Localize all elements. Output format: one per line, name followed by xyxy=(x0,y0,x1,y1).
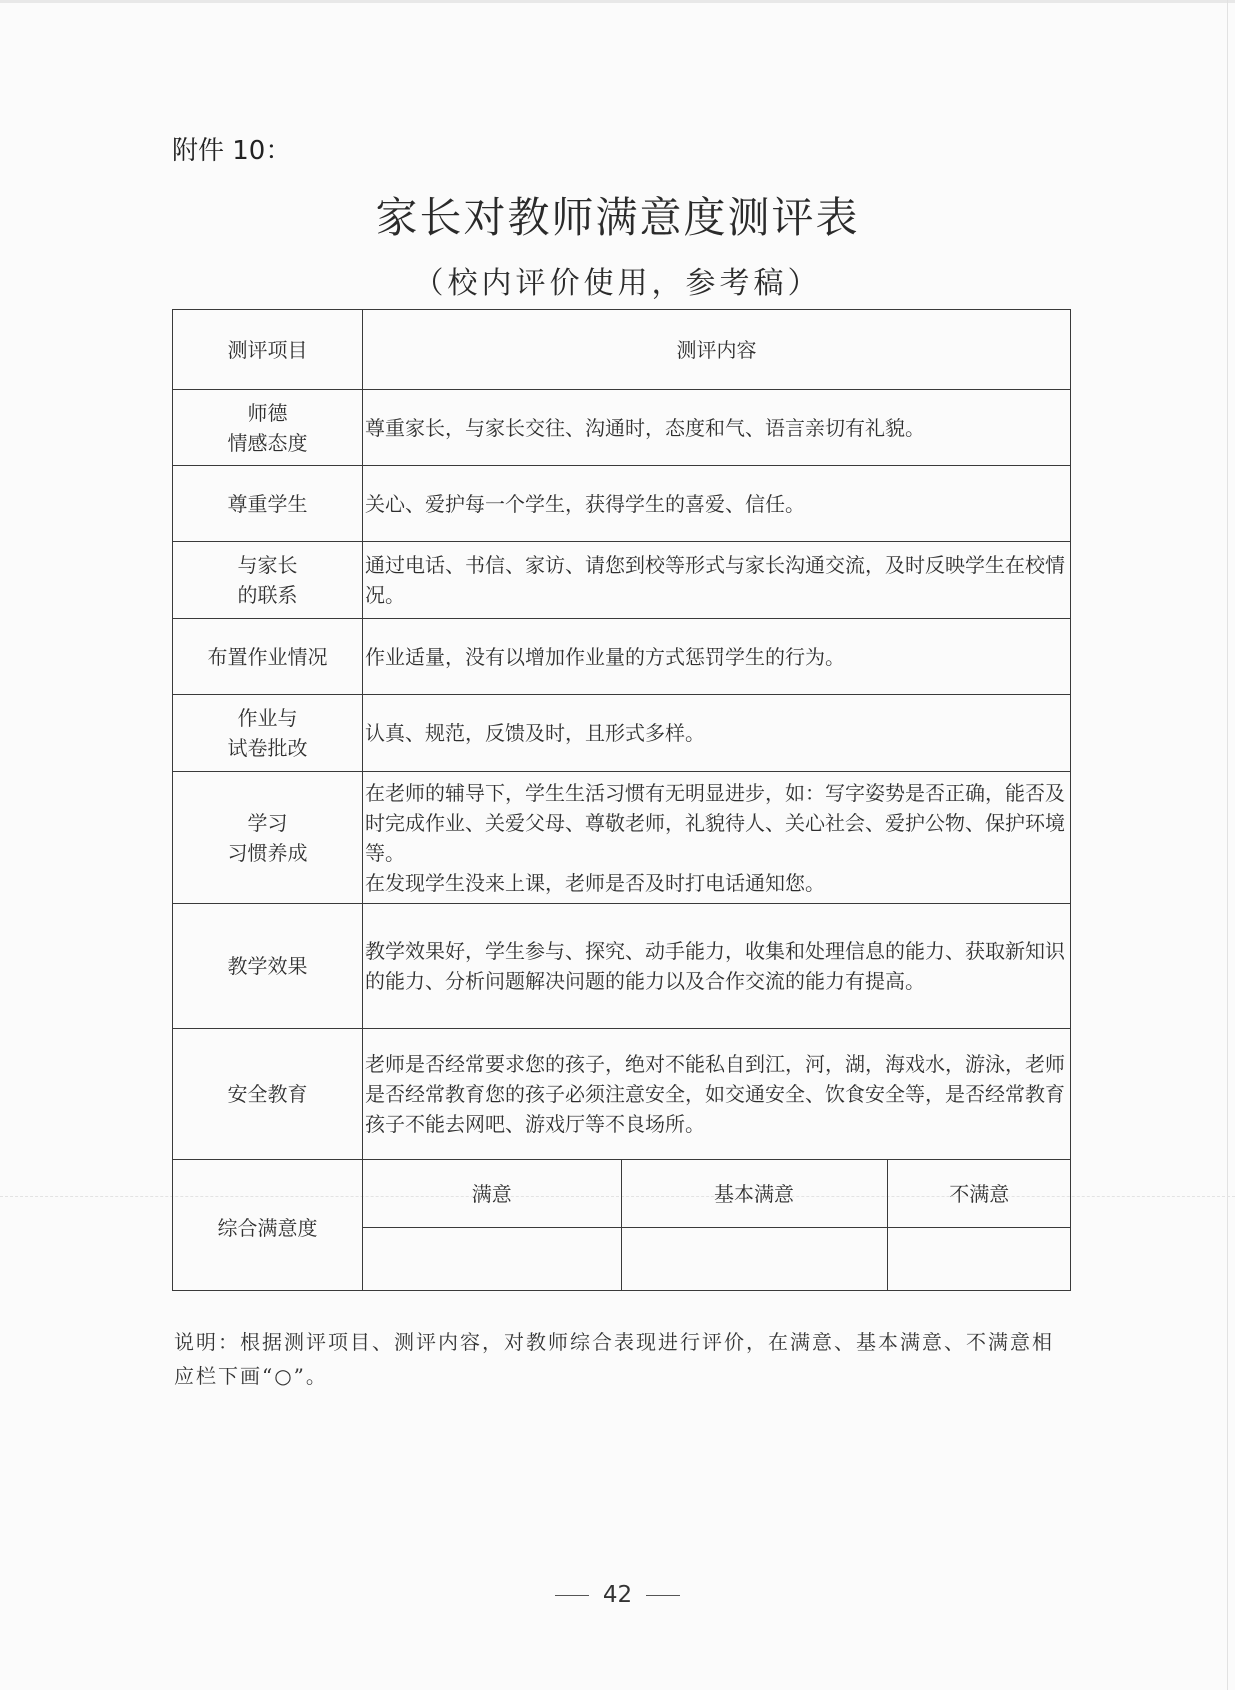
item-line: 尊重学生 xyxy=(227,491,308,516)
item-line: 师德 xyxy=(247,400,288,425)
content-text: 教学效果好，学生参与、探究、动手能力，收集和处理信息的能力、获取新知识的能力、分析问题解决问题的能力以及合作交流的能力有提高。 xyxy=(365,939,1065,993)
summary-options-cell xyxy=(363,1160,1071,1291)
mark-cell-dissatisfied[interactable] xyxy=(887,1228,1071,1291)
item-line: 布置作业情况 xyxy=(207,644,328,669)
satisfaction-options-table xyxy=(363,1160,1071,1290)
content-text: 关心、爱护每一个学生，获得学生的喜爱、信任。 xyxy=(365,491,805,516)
table-row xyxy=(173,466,1071,542)
mark-cell-basically-satisfied[interactable] xyxy=(621,1228,887,1291)
page-dash-right xyxy=(646,1595,680,1596)
mark-cell-satisfied[interactable] xyxy=(363,1228,621,1291)
option-dissatisfied-header: 不满意 xyxy=(887,1160,1071,1228)
item-line: 的联系 xyxy=(237,583,298,607)
item-line: 教学效果 xyxy=(227,954,308,978)
item-cell xyxy=(173,619,363,695)
content-cell xyxy=(363,390,1071,466)
content-cell xyxy=(363,904,1071,1029)
page-number-value: 42 xyxy=(602,1582,633,1608)
instruction-note: 说明：根据测评项目、测评内容，对教师综合表现进行评价，在满意、基本满意、不满意相应栏下画“○”。 xyxy=(174,1330,1054,1388)
column-header-item: 测评项目 xyxy=(173,310,363,390)
item-cell xyxy=(173,772,363,904)
item-cell xyxy=(173,466,363,542)
content-cell xyxy=(363,772,1071,904)
table-row xyxy=(173,772,1071,904)
content-text: 尊重家长，与家长交往、沟通时，态度和气、语言亲切有礼貌。 xyxy=(365,415,925,440)
table-row xyxy=(173,542,1071,619)
page-number xyxy=(0,1582,1235,1608)
item-cell xyxy=(173,390,363,466)
table-row xyxy=(173,390,1071,466)
attachment-label: 附件 10： xyxy=(172,136,292,166)
option-satisfied-header: 满意 xyxy=(363,1160,621,1228)
table-row xyxy=(173,619,1071,695)
item-line: 情感态度 xyxy=(227,430,308,455)
item-line: 安全教育 xyxy=(227,1082,308,1106)
item-cell xyxy=(173,542,363,619)
content-text: 作业适量，没有以增加作业量的方式惩罚学生的行为。 xyxy=(365,644,845,669)
item-cell xyxy=(173,904,363,1029)
item-line: 学习 xyxy=(247,810,288,835)
content-cell xyxy=(363,466,1071,542)
summary-label-cell xyxy=(173,1160,363,1291)
satisfaction-header-row xyxy=(363,1160,1071,1228)
content-cell xyxy=(363,542,1071,619)
column-header-content: 测评内容 xyxy=(363,310,1071,390)
form-title: 家长对教师满意度测评表 xyxy=(375,193,860,242)
page-dash-left xyxy=(555,1595,589,1596)
table-header-row xyxy=(173,310,1071,390)
content-text: 在老师的辅导下，学生生活习惯有无明显进步，如：写字姿势是否正确，能否及时完成作业、关爱父母、尊敬老师，礼貌待人、关心社会、爱护公物、保护环境等。 xyxy=(365,780,1065,865)
content-cell xyxy=(363,619,1071,695)
evaluation-table xyxy=(172,309,1071,1291)
content-cell xyxy=(363,1029,1071,1160)
satisfaction-mark-row xyxy=(363,1228,1071,1291)
content-text: 认真、规范，反馈及时，且形式多样。 xyxy=(365,721,705,745)
content-text: 老师是否经常要求您的孩子，绝对不能私自到江，河，湖，海戏水，游泳，老师是否经常教育您的孩子必须注意安全，如交通安全、饮食安全等，是否经常教育孩子不能去网吧、游戏厅等不良场所。 xyxy=(365,1052,1065,1136)
top-edge-rule xyxy=(0,0,1235,3)
table-row xyxy=(173,1029,1071,1160)
item-cell xyxy=(173,695,363,772)
content-text: 在发现学生没来上课，老师是否及时打电话通知您。 xyxy=(365,870,825,895)
table-row xyxy=(173,904,1071,1029)
option-basically-satisfied-header: 基本满意 xyxy=(621,1160,887,1228)
table-row xyxy=(173,695,1071,772)
summary-label: 综合满意度 xyxy=(217,1216,318,1240)
content-cell xyxy=(363,695,1071,772)
form-subtitle: （校内评价使用，参考稿） xyxy=(413,266,822,301)
item-line: 作业与 xyxy=(237,706,298,730)
content-text: 通过电话、书信、家访、请您到校等形式与家长沟通交流，及时反映学生在校情况。 xyxy=(365,553,1065,607)
item-line: 试卷批改 xyxy=(227,736,308,760)
summary-row xyxy=(173,1160,1071,1291)
right-edge-rule xyxy=(1227,0,1228,1690)
item-line: 与家长 xyxy=(237,553,298,577)
item-cell xyxy=(173,1029,363,1160)
item-line: 习惯养成 xyxy=(227,840,308,865)
